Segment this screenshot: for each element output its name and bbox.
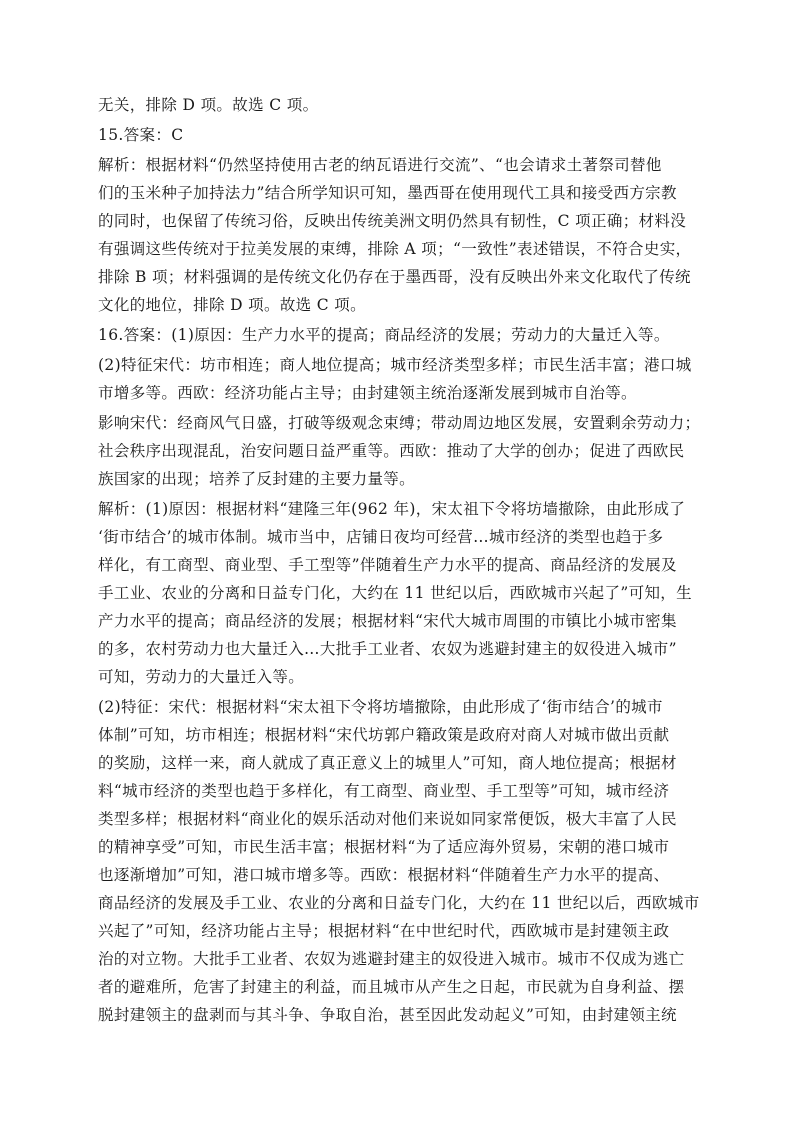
text-line: 的多，农村劳动力也大量迁入…大批手工业者、农奴为逃避封建主的奴役进入城市” (98, 640, 677, 658)
text-line: 影响宋代：经商风气日盛，打破等级观念束缚；带动周边地区发展，安置剩余劳动力； (98, 414, 701, 432)
text-line: 兴起了”可知，经济功能占主导；根据材料“在中世纪时代，西欧城市是封建领主政 (98, 922, 670, 940)
text-line: 体制”可知，坊市相连；根据材料“宋代坊郭户籍政策是政府对商人对城市做出贡献 (98, 726, 670, 744)
text-line: 的精神享受”可知，市民生活丰富；根据材料“为了适应海外贸易，宋朝的港口城市 (98, 838, 670, 856)
text-line: 脱封建领主的盘剥而与其斗争、争取自治，甚至因此发动起义”可知，由封建领主统 (98, 1006, 677, 1024)
text-line: ‘街市结合’的城市体制。城市当中，店铺日夜均可经营…城市经济的类型也趋于多 (98, 528, 664, 546)
text-line: 的同时，也保留了传统习俗，反映出传统美洲文明仍然具有韧性，C 项正确；材料没 (98, 212, 687, 230)
answer-text-body (98, 91, 708, 1029)
text-line: 产力水平的提高；商品经济的发展；根据材料“宋代大城市周围的市镇比小城市密集 (98, 612, 677, 630)
text-line: 可知，劳动力的大量迁入等。 (98, 668, 305, 686)
text-line: 的奖励，这样一来，商人就成了真正意义上的城里人”可知，商人地位提高；根据材 (98, 754, 677, 772)
text-line: 类型多样；根据材料“商业化的娱乐活动对他们来说如同家常便饭，极大丰富了人民 (98, 810, 677, 828)
text-line: 解析：(1)原因：根据材料“建隆三年(962 年)，宋太祖下令将坊墙撤除，由此形成了 (98, 500, 686, 518)
text-line: 无关，排除 D 项。故选 C 项。 (98, 96, 319, 114)
text-line: 16.答案：(1)原因：生产力水平的提高；商品经济的发展；劳动力的大量迁入等。 (98, 326, 670, 344)
text-line: 们的玉米种子加持法力”结合所学知识可知，墨西哥在使用现代工具和接受西方宗教 (98, 184, 677, 202)
text-line: 族国家的出现；培养了反封建的主要力量等。 (98, 470, 416, 488)
text-line: 也逐渐增加”可知，港口城市增多等。西欧：根据材料“伴随着生产力水平的提高、 (98, 866, 670, 884)
text-line: 有强调这些传统对于拉美发展的束缚，排除 A 项；“一致性”表述错误，不符合史实， (98, 240, 692, 258)
text-line: 市增多等。西欧：经济功能占主导；由封建领主统治逐渐发展到城市自治等。 (98, 384, 637, 402)
text-line: 排除 B 项；材料强调的是传统文化仍存在于墨西哥，没有反映出外来文化取代了传统 (98, 268, 691, 286)
text-line: 者的避难所，危害了封建主的利益，而且城市从产生之日起，市民就为自身利益、摆 (98, 978, 685, 996)
text-line: 15.答案：C (98, 126, 184, 144)
text-line: 社会秩序出现混乱，治安问题日益严重等。西欧：推动了大学的创办；促进了西欧民 (98, 442, 685, 460)
text-line: (2)特征宋代：坊市相连；商人地位提高；城市经济类型多样；市民生活丰富；港口城 (98, 356, 692, 374)
text-line: 商品经济的发展及手工业、农业的分离和日益专门化，大约在 11 世纪以后，西欧城市 (98, 894, 700, 912)
text-line: 手工业、农业的分离和日益专门化，大约在 11 世纪以后，西欧城市兴起了”可知，生 (98, 584, 693, 602)
text-line: 解析：根据材料“仍然坚持使用古老的纳瓦语进行交流”、“也会请求土著祭司替他 (98, 156, 662, 174)
text-line: 料“城市经济的类型也趋于多样化，有工商型、商业型、手工型等”可知，城市经济 (98, 782, 670, 800)
text-line: 文化的地位，排除 D 项。故选 C 项。 (98, 296, 366, 314)
text-line: 治的对立物。大批手工业者、农奴为逃避封建主的奴役进入城市。城市不仅成为逃亡 (98, 950, 685, 968)
text-line: 样化，有工商型、商业型、手工型等”伴随着生产力水平的提高、商品经济的发展及 (98, 556, 677, 574)
text-line: (2)特征：宋代：根据材料“宋太祖下令将坊墙撤除，由此形成了‘街市结合’的城市 (98, 698, 663, 716)
